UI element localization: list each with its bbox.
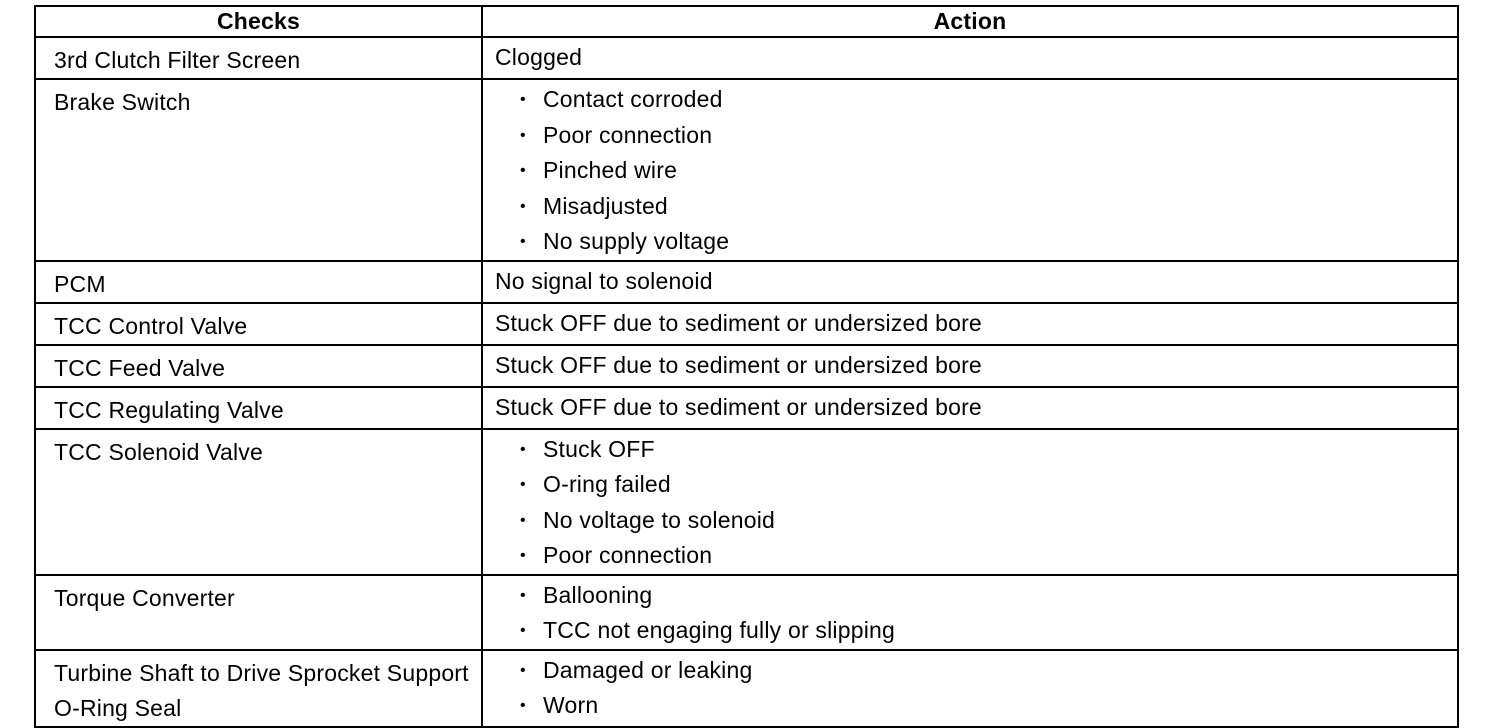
table-row	[35, 429, 1458, 575]
header-action: Action	[482, 6, 1458, 37]
bullet-icon: •	[520, 126, 526, 144]
list-item: • No voltage to solenoid	[518, 503, 1447, 539]
bullet-icon: •	[520, 476, 526, 493]
check-cell: Torque Converter	[35, 575, 482, 650]
list-item: • Worn	[518, 688, 1447, 724]
action-list	[495, 432, 1447, 574]
list-item: • Pinched wire	[518, 153, 1447, 189]
table-row	[35, 37, 1458, 79]
action-cell	[482, 429, 1458, 575]
list-item: • Misadjusted	[518, 189, 1447, 225]
table-row	[35, 650, 1458, 727]
check-cell: Brake Switch	[35, 79, 482, 261]
check-cell: TCC Control Valve	[35, 303, 482, 345]
table-row	[35, 575, 1458, 650]
bullet-icon: •	[520, 697, 526, 714]
action-cell: Stuck OFF due to sediment or undersized bore	[482, 387, 1458, 429]
bullet-icon: •	[520, 233, 526, 250]
check-cell: PCM	[35, 261, 482, 303]
bullet-icon: •	[520, 197, 526, 215]
action-list	[495, 578, 1447, 649]
table-row	[35, 345, 1458, 387]
diagnosis-table	[34, 5, 1459, 728]
list-item: • No supply voltage	[518, 224, 1447, 260]
action-cell: Stuck OFF due to sediment or undersized bore	[482, 303, 1458, 345]
action-cell: Clogged	[482, 37, 1458, 79]
bullet-icon: •	[520, 622, 526, 639]
action-cell: Stuck OFF due to sediment or undersized bore	[482, 345, 1458, 387]
action-cell	[482, 575, 1458, 650]
bullet-icon: •	[520, 586, 526, 604]
check-cell: Turbine Shaft to Drive Sprocket Support O-Ring Seal	[35, 650, 482, 727]
check-cell: TCC Solenoid Valve	[35, 429, 482, 575]
table-row	[35, 303, 1458, 345]
table-row	[35, 387, 1458, 429]
action-cell	[482, 79, 1458, 261]
bullet-icon: •	[520, 511, 526, 529]
bullet-icon: •	[520, 440, 526, 458]
list-item: • Damaged or leaking	[518, 653, 1447, 689]
list-item: • O-ring failed	[518, 467, 1447, 503]
header-checks: Checks	[35, 6, 482, 37]
bullet-icon: •	[520, 162, 526, 179]
list-item: • Stuck OFF	[518, 432, 1447, 468]
bullet-icon: •	[520, 547, 526, 564]
table-row	[35, 79, 1458, 261]
bullet-icon: •	[520, 661, 526, 679]
table-row	[35, 261, 1458, 303]
action-list	[495, 653, 1447, 724]
check-cell: TCC Feed Valve	[35, 345, 482, 387]
list-item: • Contact corroded	[518, 82, 1447, 118]
check-cell: 3rd Clutch Filter Screen	[35, 37, 482, 79]
bullet-icon: •	[520, 91, 526, 108]
list-item: • TCC not engaging fully or slipping	[518, 613, 1447, 649]
list-item: • Ballooning	[518, 578, 1447, 614]
list-item: • Poor connection	[518, 118, 1447, 154]
table-body	[35, 37, 1458, 727]
action-cell: No signal to solenoid	[482, 261, 1458, 303]
header-row	[35, 6, 1458, 37]
list-item: • Poor connection	[518, 538, 1447, 574]
action-cell	[482, 650, 1458, 727]
action-list	[495, 82, 1447, 260]
check-cell: TCC Regulating Valve	[35, 387, 482, 429]
